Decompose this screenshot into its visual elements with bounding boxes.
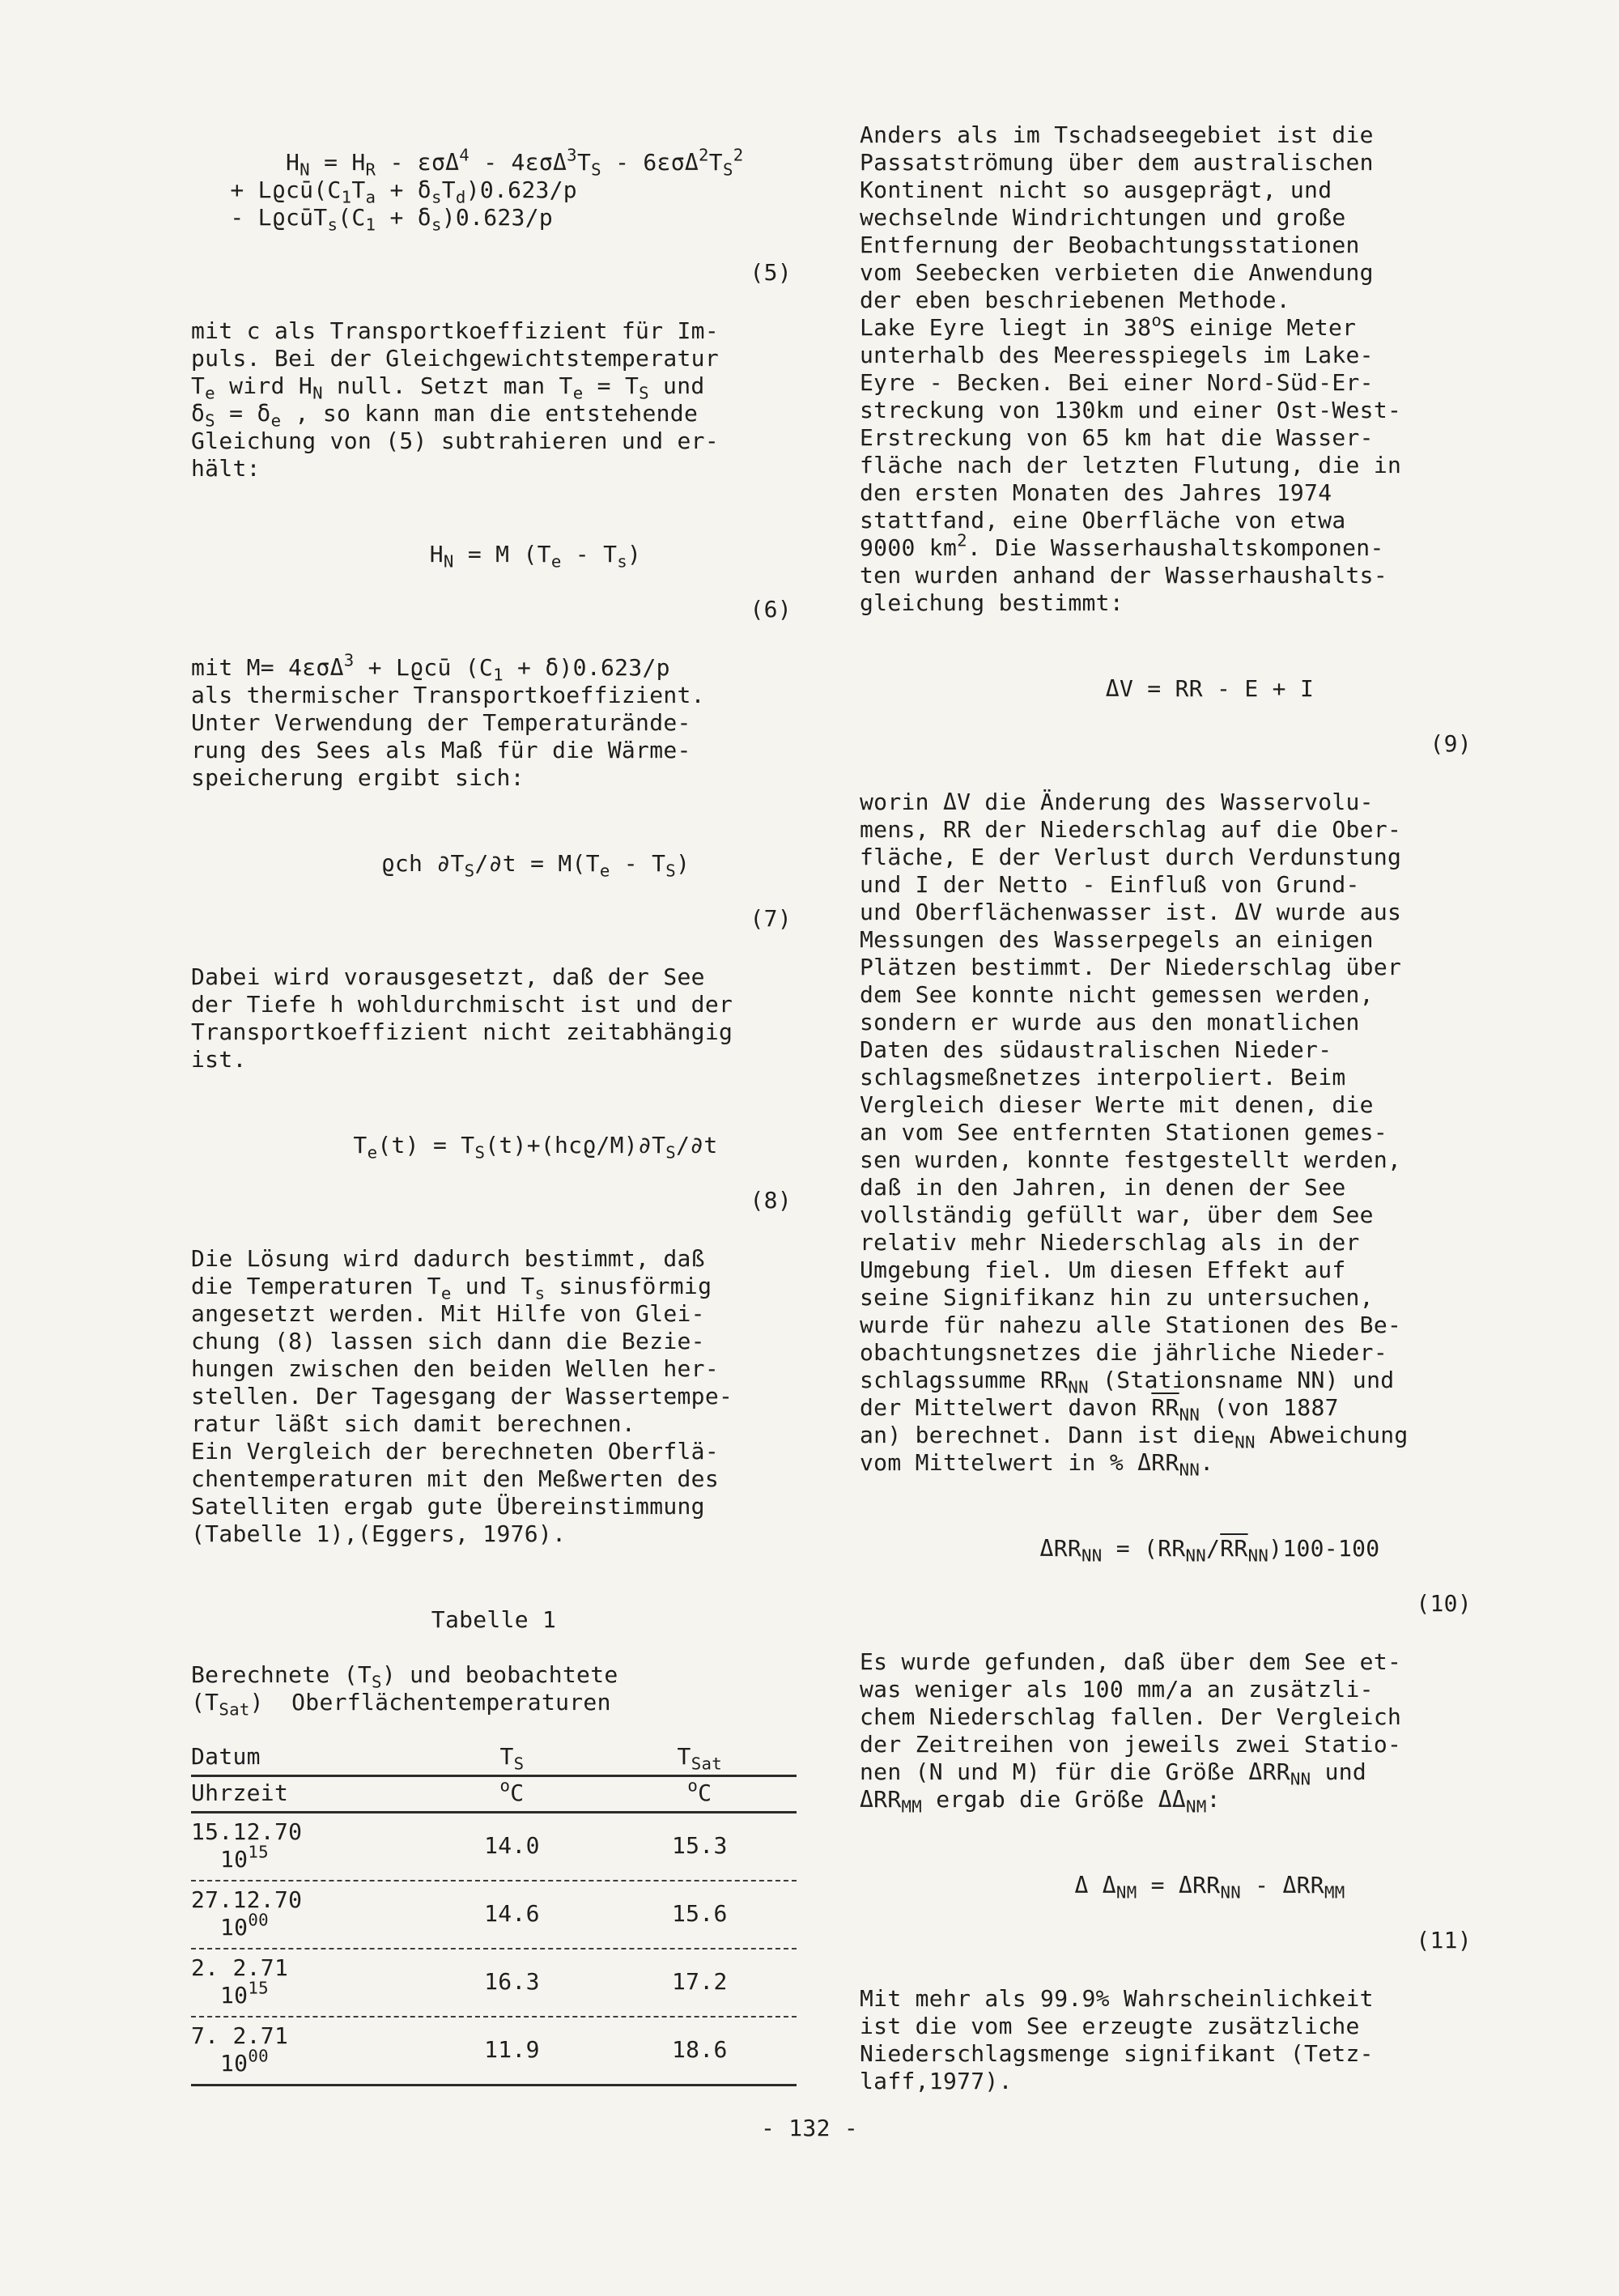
paragraph-precipitation: Es wurde gefunden, daß über dem See et- was weniger als 100 mm/a an zusätzli- chem Niederschlag fallen. Der Vergleich der Zeitreihen von jeweils zwei Statio- nen (N und M) für die Größe $\Delta RR_{NN}$ und $\Delta RR_{MM}$ ergab die Größe $\Delta\Delta_{NM}$: [860, 1648, 1402, 1817]
cell-datetime [191, 1886, 421, 1941]
equation-11-number: (11) [1416, 1927, 1472, 1954]
cell-date: 2. 2.71 [191, 1954, 289, 1981]
paragraph-transport-coefficient: mit c als Transportkoeffizient für Im- puls. Bei der Gleichgewichtstemperatur $T_e$ wird $H_N$ null. Setzt man $T_e = T_S$ und $\delta_S = \delta_e$ , so kann man die entstehende Gleichung von (5) subtrahieren und er- hält: [191, 317, 719, 482]
cell-ts: 14.6 [484, 1900, 540, 1927]
equation-10-number: (10) [1416, 1590, 1472, 1617]
equation-7 [191, 823, 797, 933]
equation-5 [191, 121, 797, 287]
cell-time: $10^{15}$ [220, 1978, 269, 2009]
equation-9-number: (9) [1430, 730, 1472, 757]
cell-datetime [191, 1954, 421, 2009]
cell-time: $10^{00}$ [220, 2046, 269, 2077]
cell-date: 7. 2.71 [191, 2022, 289, 2049]
cell-tsat: 17.2 [671, 1968, 728, 1995]
table-row [191, 2018, 797, 2086]
equation-8 [191, 1104, 797, 1214]
header-tsat-unit: $^o$C [687, 1775, 712, 1806]
equation-8-number: (8) [750, 1187, 792, 1214]
equation-5-body: $H_N = H_R - \varepsilon\sigma\Delta^4 - 4\varepsilon\sigma\Delta^3T_S - 6\varepsilon\sigma\Delta^2T_S^2$ + $Lϱcū(C_1T_a + \delta_sT_d)0.623/p$ - $LϱcūT_s(C_1 + \delta_s)0.623/p$ [230, 145, 744, 235]
table-row [191, 1813, 797, 1881]
cell-time: $10^{00}$ [220, 1910, 269, 1941]
left-column [191, 121, 797, 2086]
equation-5-number: (5) [750, 259, 792, 286]
table-caption: Berechnete $(T_S)$ und beobachtete $(T_{Sat})$ Oberflächentemperaturen [191, 1661, 618, 1720]
equation-7-body: ϱch $\partial T_S/\partial t = M(T_e - T_S)$ [380, 850, 691, 881]
cell-time: $10^{15}$ [220, 1842, 269, 1873]
header-tsat: $T_{Sat}$ [677, 1743, 723, 1774]
header-ts-unit: $^o$C [499, 1775, 525, 1806]
table-header-row-1 [191, 1741, 797, 1777]
paragraph-thermal-coefficient: mit M= 4εσΔ$^3$ + Lϱcū $(C_1 + \delta)0.623/p$ als thermischer Transportkoeffizient. Unter Verwendung der Temperaturände- rung des Sees als Maß für die Wärme- speicherung ergibt sich: [191, 650, 705, 791]
cell-tsat: 18.6 [671, 2036, 728, 2063]
cell-ts: 16.3 [484, 1968, 540, 1995]
header-datum: Datum [191, 1743, 261, 1770]
cell-datetime [191, 1818, 421, 1873]
equation-11 [860, 1844, 1477, 1954]
page-number: - 132 - [760, 2115, 859, 2141]
table-header-row-2 [191, 1777, 797, 1813]
equation-9-body: ΔV = RR - E + I [1105, 675, 1315, 702]
equation-6-body: $H_N = M$ $(T_e - T_s)$ [429, 541, 642, 572]
table-1 [191, 1741, 797, 2086]
cell-tsat: 15.6 [671, 1900, 728, 1927]
equation-9 [860, 648, 1477, 758]
equation-6-number: (6) [750, 596, 792, 623]
header-ts: $T_S$ [499, 1743, 525, 1774]
paragraph-lake-eyre: Anders als im Tschadseegebiet ist die Passatströmung über dem australischen Kontinent nicht so ausgeprägt, und wechselnde Windrichtungen und große Entfernung der Beobachtungsstationen vom Seebecken verbieten die Anwendung der eben beschriebenen Methode. Lake Eyre liegt in 38$^o$S einige Meter unterhalb des Meeresspiegels im Lake- Eyre - Becken. Bei einer Nord-Süd-Er- streckung von 130km und einer Ost-West- Erstreckung von 65 km hat die Wasser- fläche nach der letzten Flutung, die in den ersten Monaten des Jahres 1974 stattfand, eine Oberfläche von etwa 9000 $km^2$. Die Wasserhaushaltskomponen- ten wurden anhand der Wasserhaushalts- gleichung bestimmt: [860, 121, 1402, 616]
cell-date: 15.12.70 [191, 1818, 303, 1845]
equation-8-body: $T_e(t) = T_S(t)+(hcϱ/M)\partial T_S/\partial t$ [353, 1132, 718, 1163]
cell-tsat: 15.3 [671, 1832, 728, 1859]
paragraph-assumption: Dabei wird vorausgesetzt, daß der See der Tiefe h wohldurchmischt ist und der Transportkoeffizient nicht zeitabhängig ist. [191, 963, 733, 1073]
table-title: Tabelle 1 [431, 1606, 557, 1633]
equation-7-number: (7) [750, 905, 792, 932]
paragraph-water-balance: worin ΔV die Änderung des Wasservolu- mens, RR der Niederschlag auf die Ober- fläche, E der Verlust durch Verdunstung und I der Netto - Einfluß von Grund- und Oberflächenwasser ist. ΔV wurde aus Messungen des Wasserpegels an einigen Plätzen bestimmt. Der Niederschlag über dem See konnte nicht gemessen werden, sondern er wurde aus den monatlichen Daten des südaustralischen Nieder- schlagsmeßnetzes interpoliert. Beim Vergleich dieser Werte mit denen, die an vom See entfernten Stationen gemes- sen wurden, konnte festgestellt werden, daß in den Jahren, in denen der See vollständig gefüllt war, über dem See relativ mehr Niederschlag als in der Umgebung fiel. Um diesen Effekt auf seine Signifikanz hin zu untersuchen, wurde für nahezu alle Stationen des Be- obachtungsnetzes die jährliche Nieder- schlagssumme $RR_{NN}$ (Stationsname NN) und der Mittelwert davon $\overline{RR}_{NN}$ (von 1887 an) berechnet. Dann ist die$_{NN}$ Abweichung vom Mittelwert in % $\Delta RR_{NN}$. [860, 789, 1409, 1480]
paragraph-significance: Mit mehr als 99.9% Wahrscheinlichkeit ist die vom See erzeugte zusätzliche Niederschlagsmenge signifikant (Tetz- laff,1977). [860, 1985, 1374, 2094]
right-column [860, 121, 1477, 2095]
table-row [191, 1949, 797, 2018]
cell-ts: 11.9 [484, 2036, 540, 2063]
cell-datetime [191, 2022, 421, 2077]
cell-ts: 14.0 [484, 1832, 540, 1859]
equation-10-body: $\Delta RR_{NN} = (RR_{NN}/\overline{RR}_{NN})100-100$ [1039, 1535, 1380, 1566]
equation-11-body: Δ $\Delta_{NM} = \Delta RR_{NN} - \Delta RR_{MM}$ [1074, 1872, 1345, 1903]
table-row [191, 1881, 797, 1949]
paragraph-solution: Die Lösung wird dadurch bestimmt, daß die Temperaturen $T_e$ und $T_s$ sinusförmig angesetzt werden. Mit Hilfe von Glei- chung (8) lassen sich dann die Bezie- hungen zwischen den beiden Wellen her- stellen. Der Tagesgang der Wassertempe- ratur läßt sich damit berechnen. Ein Vergleich der berechneten Oberflä- chentemperaturen mit den Meßwerten des Satelliten ergab gute Übereinstimmung (Tabelle 1),(Eggers, 1976). [191, 1245, 733, 1547]
header-uhrzeit: Uhrzeit [191, 1779, 289, 1806]
cell-date: 27.12.70 [191, 1886, 303, 1913]
equation-10 [860, 1507, 1477, 1618]
equation-6 [191, 513, 797, 623]
